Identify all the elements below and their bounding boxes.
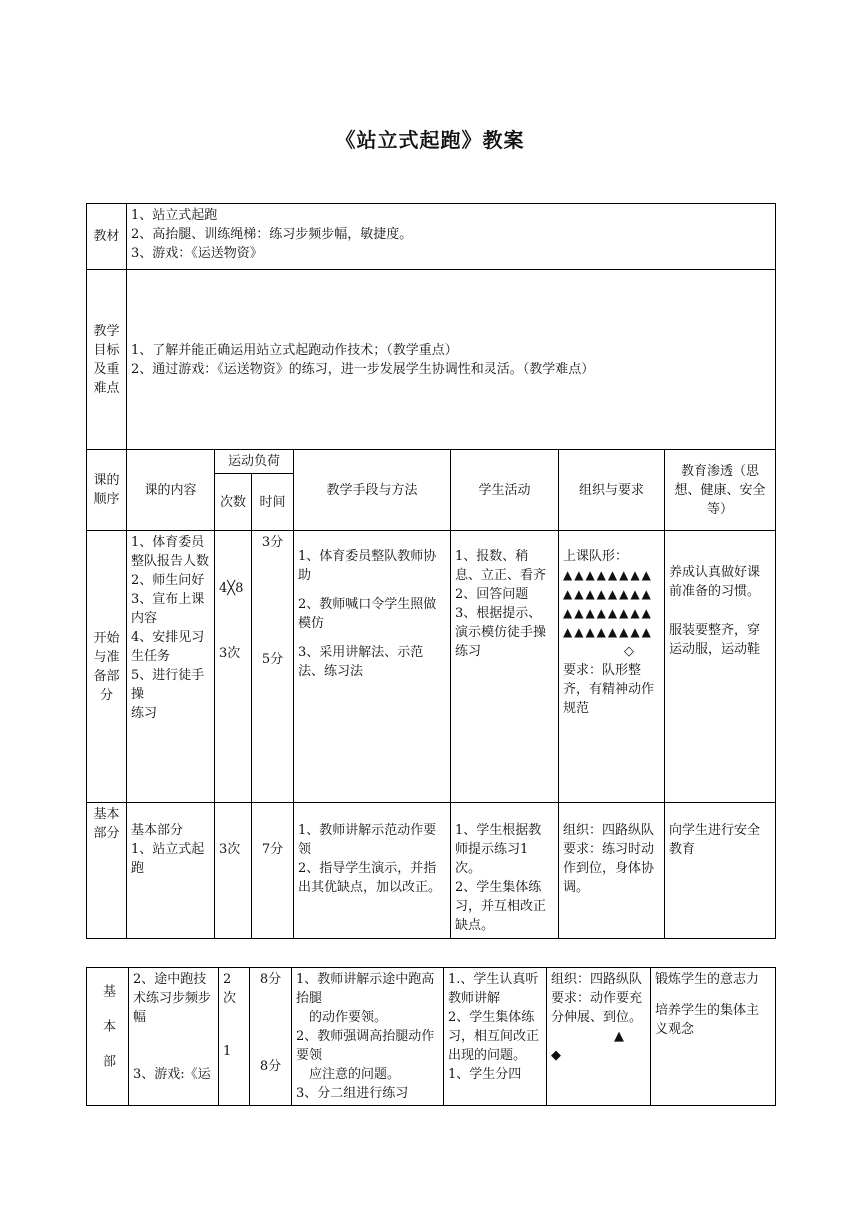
student-item: 2、回答问题 — [455, 587, 529, 602]
method-item: 1、体育委员整队教师协助 — [298, 549, 437, 583]
start-education — [665, 531, 776, 803]
start-time-b: 5分 — [261, 652, 284, 667]
start-methods — [294, 531, 451, 803]
times-header: 次数 — [215, 474, 252, 531]
method-item: 2、教师强调高抬腿动作要领 — [296, 1029, 435, 1063]
student-item: 1、学生分四 — [448, 1067, 522, 1082]
basic1-times: 3次 — [215, 803, 252, 939]
organization-text: 组织：四路纵队 要求：动作要充分伸展、到位。 — [551, 972, 643, 1025]
basic1-content: 基本部分 1、站立式起跑 — [127, 803, 215, 939]
student-header: 学生活动 — [451, 450, 559, 531]
lesson-plan-table-continued — [86, 967, 776, 1106]
time-item: 8分 — [259, 972, 282, 987]
content-header: 课的内容 — [127, 450, 215, 531]
section-basic-continued — [87, 968, 129, 1106]
time-item: 8分 — [259, 1059, 282, 1074]
material-item: 1、站立式起跑 — [131, 208, 218, 223]
method-item: 应注意的问题。 — [296, 1067, 401, 1082]
basic1-student — [451, 803, 559, 939]
education-item: 服装要整齐，穿运动服，运动鞋 — [669, 623, 761, 657]
basic1-time: 7分 — [252, 803, 294, 939]
basic2-methods — [292, 968, 444, 1106]
education-item: 培养学生的集体主义观念 — [655, 1003, 760, 1037]
start-time — [252, 531, 294, 803]
education-item: 锻炼学生的意志力 — [655, 972, 760, 987]
start-organization — [559, 531, 665, 803]
times-item: 2次 — [223, 972, 237, 1006]
student-item: 3、根据提示、演示模仿徒手操 — [455, 606, 547, 640]
formation-title: 上课队形： — [563, 549, 629, 564]
objectives-label: 教学目标及重难点 — [87, 270, 127, 450]
start-content: 1、体育委员整队报告人数 2、师生问好 3、宣布上课内容 4、安排见习生任务 5、进行徒手操 练习 — [127, 531, 215, 803]
load-header: 运动负荷 — [215, 450, 294, 474]
basic2-content — [129, 968, 219, 1106]
formation-row: ▲▲▲▲▲▲▲▲ — [563, 568, 653, 582]
formation-row: ▲▲▲▲▲▲▲▲ — [563, 625, 653, 639]
lesson-plan-table — [86, 203, 776, 939]
basic1-organization: 组织：四路纵队 要求：练习时动作到位，身体协调。 — [559, 803, 665, 939]
formation-mark-diamond: ◆ — [551, 1048, 561, 1063]
order-header: 课的顺序 — [87, 450, 127, 531]
objectives-content — [127, 270, 776, 450]
material-item: 2、高抬腿、训练绳梯：练习步频步幅，敏捷度。 — [131, 227, 413, 242]
formation-row: ▲▲▲▲▲▲▲▲ — [563, 587, 653, 601]
student-item: 2、学生集体练习，相互间改正出现的问题。 — [448, 1010, 540, 1063]
student-item: 1、学生根据教师提示练习1次。 — [455, 823, 542, 876]
student-item: 练习 — [455, 644, 482, 659]
student-item: 2、学生集体练习，并互相改正缺点。 — [455, 880, 547, 933]
student-item: 1、报数、稍息、立正、看齐 — [455, 549, 547, 583]
start-times — [215, 531, 252, 803]
student-item: 1.、学生认真听教师讲解 — [448, 972, 539, 1006]
material-content — [127, 204, 776, 270]
basic2-organization — [547, 968, 651, 1106]
material-item: 3、游戏：《运送物资》 — [131, 246, 263, 261]
methods-header: 教学手段与方法 — [294, 450, 451, 531]
objective-item: 2、通过游戏：《运送物资》的练习，进一步发展学生协调性和灵活。（教学难点） — [131, 361, 595, 377]
section-start: 开始与准备部分 — [87, 531, 127, 803]
method-item: 3、采用讲解法、示范法、练习法 — [298, 645, 424, 679]
formation-requirement: 要求：队形整齐，有精神动作规范 — [563, 663, 655, 716]
start-time-a: 3分 — [261, 535, 284, 550]
material-label: 教材 — [87, 204, 127, 270]
times-item: 1 — [223, 1044, 232, 1059]
teacher-mark: ◇ — [624, 644, 634, 659]
formation-mark-triangle: ▲ — [614, 1029, 624, 1044]
section-basic: 基本部分 — [87, 803, 127, 939]
basic2-student — [444, 968, 547, 1106]
start-student — [451, 531, 559, 803]
duration-header: 时间 — [252, 474, 294, 531]
basic2-time — [250, 968, 292, 1106]
basic2-times — [219, 968, 250, 1106]
start-times-a: 4╳8 — [219, 581, 244, 596]
method-item: 3、分二组进行练习 — [296, 1086, 409, 1101]
objective-item: 1、了解并能正确运用站立式起跑动作技术；（教学重点） — [131, 342, 458, 358]
method-item: 2、指导学生演示，并指出其优缺点，加以改正。 — [298, 861, 442, 895]
formation-row: ▲▲▲▲▲▲▲▲ — [563, 606, 653, 620]
content-item: 3、游戏:《运 — [133, 1067, 211, 1082]
content-item: 2、途中跑技术练习步频步幅 — [133, 972, 212, 1025]
education-item: 养成认真做好课前准备的习惯。 — [669, 565, 761, 599]
basic1-education: 向学生进行安全教育 — [665, 803, 776, 939]
method-item: 1、教师讲解示途中跑高抬腿 — [296, 972, 435, 1006]
education-header: 教育渗透（思想、健康、安全等） — [665, 450, 776, 531]
method-item: 1、教师讲解示范动作要领 — [298, 823, 437, 857]
organization-header: 组织与要求 — [559, 450, 665, 531]
page-title: 《站立式起跑》教案 — [335, 128, 525, 152]
section-basic-label: 基本部 — [100, 984, 115, 1089]
basic1-methods — [294, 803, 451, 939]
basic2-education — [651, 968, 776, 1106]
method-item: 的动作要领。 — [296, 1010, 388, 1025]
start-times-b: 3次 — [219, 646, 241, 661]
method-item: 2、教师喊口令学生照做模仿 — [298, 597, 437, 631]
